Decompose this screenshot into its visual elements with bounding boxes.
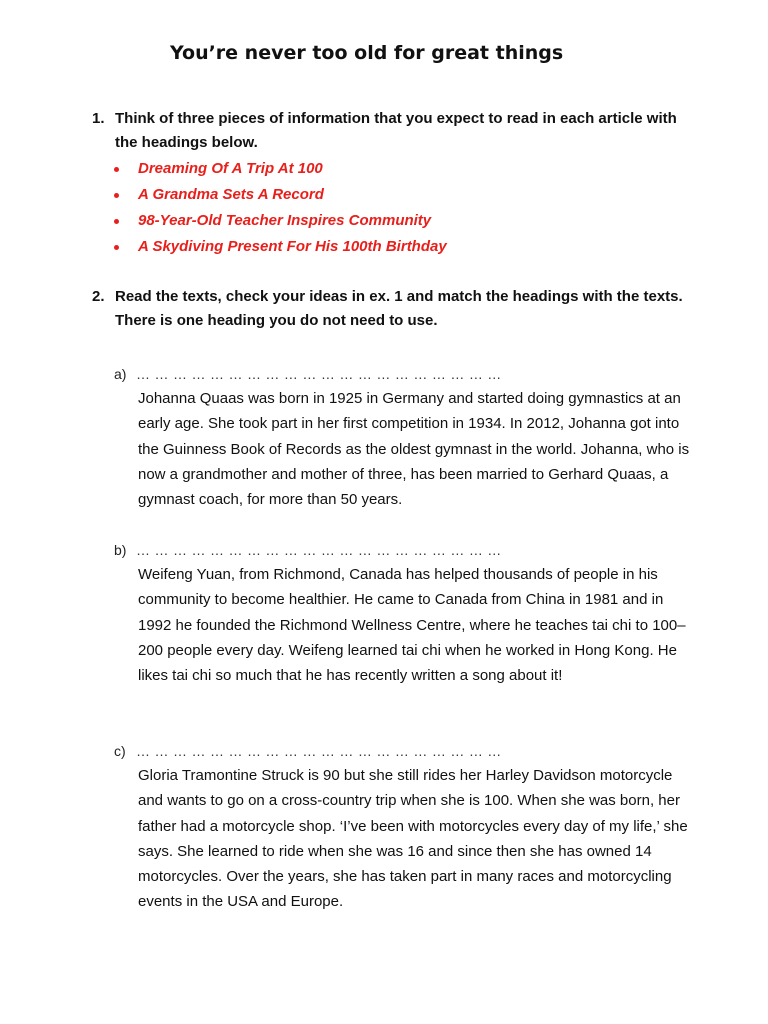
bullet-icon xyxy=(114,245,119,250)
text-a-heading-line xyxy=(114,364,694,384)
text-c-body: Gloria Tramontine Struck is 90 but she still rides her Harley Davidson motorcycle and wants to go on a cross-country trip when she is 100. When she was born, her father had a motorcycle shop. ‘I’ve been with motorcycles every day of my life,’ she says. She learned to ride when she was 16 and since then she has owned 14 motorcycles. Over the years, she has taken part in many races and motorcycling events in the USA and Europe. xyxy=(138,767,688,911)
heading-item xyxy=(114,235,447,261)
heading-item xyxy=(114,209,447,235)
heading-item xyxy=(114,183,447,209)
question-2 xyxy=(92,285,692,333)
text-b xyxy=(114,540,694,688)
bullet-icon xyxy=(114,193,119,198)
heading-text: A Skydiving Present For His 100th Birthday xyxy=(138,238,447,255)
question-1 xyxy=(92,107,692,155)
heading-item xyxy=(114,157,447,183)
bullet-icon xyxy=(114,219,119,224)
text-a-letter: a) xyxy=(114,366,127,382)
heading-blank[interactable]: … … … … … … … … … … … … … … … … … … … … xyxy=(136,542,502,558)
text-b-heading-line xyxy=(114,540,694,560)
question-1-text: Think of three pieces of information that you expect to read in each article with the headings below. xyxy=(115,110,677,151)
bullet-icon xyxy=(114,167,119,172)
heading-text: Dreaming Of A Trip At 100 xyxy=(138,160,323,177)
question-2-text: Read the texts, check your ideas in ex. 1 and match the headings with the texts. There is one heading you do not need to use. xyxy=(115,288,683,329)
text-a xyxy=(114,364,694,512)
page-title: You’re never too old for great things xyxy=(170,42,564,64)
heading-blank[interactable]: … … … … … … … … … … … … … … … … … … … … xyxy=(136,743,502,759)
heading-text: 98-Year-Old Teacher Inspires Community xyxy=(138,212,432,229)
question-2-number: 2. xyxy=(92,288,105,305)
question-1-number: 1. xyxy=(92,110,105,127)
text-b-body: Weifeng Yuan, from Richmond, Canada has helped thousands of people in his community to become healthier. He came to Canada from China in 1981 and in 1992 he founded the Richmond Wellness Centre, where he teaches tai chi to 100–200 people every day. Weifeng learned tai chi when he worked in Hong Kong. He likes tai chi so much that he has recently written a song about it! xyxy=(138,566,686,685)
text-b-letter: b) xyxy=(114,542,127,558)
text-a-body: Johanna Quaas was born in 1925 in Germany and started doing gymnastics at an early age. She took part in her first competition in 1934. In 2012, Johanna got into the Guinness Book of Records as the oldest gymnast in the world. Johanna, who is now a grandmother and mother of three, has been married to Gerhard Quaas, a gymnast coach, for more than 50 years. xyxy=(138,390,690,509)
heading-text: A Grandma Sets A Record xyxy=(138,186,324,203)
text-c xyxy=(114,741,694,915)
text-c-heading-line xyxy=(114,741,694,761)
text-c-letter: c) xyxy=(114,743,126,759)
headings-list xyxy=(114,157,447,261)
heading-blank[interactable]: … … … … … … … … … … … … … … … … … … … … xyxy=(136,366,502,382)
